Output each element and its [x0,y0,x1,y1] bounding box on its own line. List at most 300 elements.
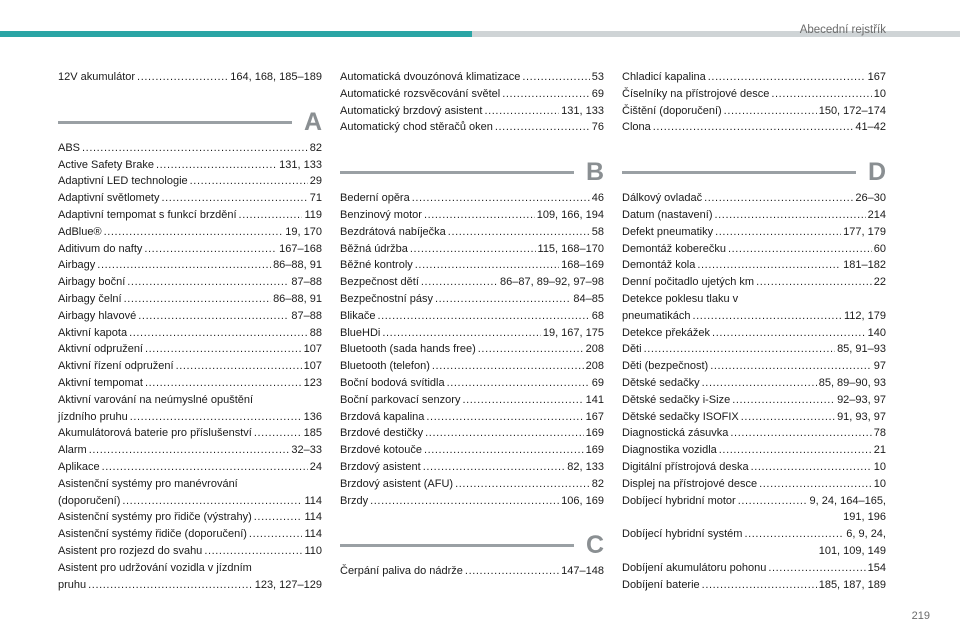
entry-line [340,563,604,580]
index-entry[interactable] [622,224,886,241]
dot-leader [712,325,866,342]
index-entry[interactable] [58,325,322,342]
entry-term: Benzinový motor [340,208,422,221]
entry-line [622,476,886,493]
index-entry[interactable] [340,224,604,241]
dot-leader [156,157,277,174]
dot-leader [254,425,302,442]
entry-term: Adaptivní LED technologie [58,175,188,188]
entry-term: Chladicí kapalina [622,71,706,83]
index-entry[interactable] [58,69,322,86]
index-entry[interactable] [58,241,322,258]
entry-line [58,560,322,577]
entry-term: Automatický brzdový asistent [340,104,483,117]
dot-leader [719,442,872,459]
section-letter: D [867,158,886,187]
entry-page-ref: 32–33 [291,444,322,457]
index-entry[interactable] [622,375,886,392]
index-entry[interactable] [340,425,604,442]
index-entry[interactable] [340,493,604,510]
dot-leader [702,375,817,392]
index-entry[interactable] [58,257,322,274]
entry-term: Brzdový asistent [340,460,421,473]
index-entry[interactable] [622,409,886,426]
index-entry[interactable] [340,291,604,308]
entry-term: Asistenční systémy pro řidiče (výstrahy) [58,511,252,524]
dot-leader [412,190,590,207]
index-entry[interactable] [622,69,886,86]
index-entry[interactable] [58,476,322,510]
dot-leader [522,69,589,86]
index-entry[interactable] [58,543,322,560]
entry-page-ref: 131, 133 [561,104,604,117]
section-letter: A [303,107,322,136]
entry-term: Bezdrátová nabíječka [340,225,446,238]
entry-line [58,274,322,291]
entry-page-ref: 19, 167, 175 [542,326,604,339]
dot-leader [88,577,253,594]
dot-leader [495,119,590,136]
entry-page-ref: 85, 91–93 [837,343,886,356]
entry-line [58,409,322,426]
entry-line [340,493,604,510]
entry-page-ref: 86–88, 91 [273,259,322,272]
entry-term: Aktivní kapota [58,326,128,339]
index-entry[interactable] [622,274,886,291]
entry-line [58,207,322,224]
section-divider [340,171,574,174]
entry-page-ref: 10 [873,477,886,490]
index-entry[interactable] [622,358,886,375]
entry-line [340,103,604,120]
index-entry[interactable] [622,577,886,594]
dot-leader [730,425,871,442]
entry-page-ref: 123 [303,376,322,389]
dot-leader [738,493,808,510]
entry-page-ref: 85, 89–90, 93 [818,376,886,389]
entry-page-ref: 208 [585,360,604,373]
dot-leader [162,190,308,207]
entry-term: Datum (nastavení) [622,208,713,221]
entry-page-ref: 82 [591,477,604,490]
dot-leader [704,190,853,207]
entry-page-ref: 119 [304,208,322,221]
entry-term: Automatický chod stěračů oken [340,121,493,134]
entry-page-ref: 46 [591,192,604,205]
entry-page-ref: 10 [873,87,886,100]
index-entry[interactable] [58,358,322,375]
entry-term: Clona [622,121,651,134]
index-entry[interactable] [58,173,322,190]
entry-line [58,392,322,409]
index-entry[interactable] [340,375,604,392]
index-entry[interactable] [622,341,886,358]
entry-page-ref: 71 [309,192,322,205]
entry-page-ref: 112, 179 [843,309,886,322]
entry-line [622,86,886,103]
index-entry[interactable] [622,325,886,342]
entry-page-ref: 101, 109, 149 [818,544,886,557]
index-entry[interactable] [58,459,322,476]
entry-page-ref: 185, 187, 189 [818,578,886,591]
section-divider [58,121,292,124]
dot-leader [127,274,289,291]
index-entry[interactable] [622,526,886,560]
dot-leader [484,103,559,120]
entry-line [622,190,886,207]
entry-line [58,526,322,543]
entry-line [340,86,604,103]
index-entry[interactable] [58,308,322,325]
index-entry[interactable] [58,560,322,594]
entry-line [340,308,604,325]
entry-term: Diagnostika vozidla [622,444,717,457]
index-entry[interactable] [340,442,604,459]
entry-line [58,577,322,594]
entry-page-ref: 60 [873,242,886,255]
entry-term: Aditivum do nafty [58,242,143,255]
dot-leader [124,291,271,308]
entry-term: Akumulátorová baterie pro příslušenství [58,427,252,440]
entry-line [622,577,886,594]
entry-term: Detekce poklesu tlaku v [622,292,739,305]
entry-line [58,543,322,560]
entry-page-ref: 114 [304,511,322,524]
entry-line [340,224,604,241]
index-entry[interactable] [58,291,322,308]
entry-line [58,173,322,190]
dot-leader [423,459,566,476]
index-entry[interactable] [340,257,604,274]
dot-leader [130,409,302,426]
index-entry[interactable] [340,190,604,207]
entry-term: Active Safety Brake [58,158,154,171]
entry-line [58,358,322,375]
dot-leader [714,207,865,224]
dot-leader [697,257,841,274]
index-entry[interactable] [58,274,322,291]
entry-line [340,257,604,274]
entry-page-ref: 115, 168–170 [537,242,604,255]
index-entry[interactable] [340,207,604,224]
entry-page-ref: 168–169 [561,259,604,272]
entry-term: Bluetooth (telefon) [340,360,430,373]
entry-term: Diagnostická zásuvka [622,427,729,440]
entry-line [622,526,886,543]
entry-line [340,375,604,392]
entry-term: Demontáž kola [622,259,696,272]
entry-line [622,560,886,577]
entry-line [340,341,604,358]
entry-term: Displej na přístrojové desce [622,477,758,490]
index-entry[interactable] [340,119,604,136]
entry-term: pruhu [58,578,87,591]
entry-term: Boční bodová svítidla [340,376,445,389]
entry-term: Asistenční systémy řidiče (doporučení) [58,528,247,541]
entry-line [622,358,886,375]
entry-term: AdBlue® [58,225,102,238]
index-entry[interactable] [340,325,604,342]
entry-term: Bluetooth (sada hands free) [340,343,476,356]
entry-line [58,291,322,308]
entry-page-ref: 92–93, 97 [837,393,886,406]
dot-leader [82,140,308,157]
index-entry[interactable] [622,560,886,577]
entry-line [622,241,886,258]
entry-page-ref: 53 [591,71,604,83]
entry-term: 12V akumulátor [58,71,136,83]
entry-page-ref: 114 [304,528,322,541]
dot-leader [382,325,540,342]
entry-page-ref: 9, 24, 164–165, [809,494,886,507]
entry-term: ABS [58,141,81,154]
entry-page-ref: 109, 166, 194 [536,208,604,221]
entry-page-ref: 181–182 [843,259,886,272]
entry-page-ref: 185 [303,427,322,440]
entry-line [622,69,886,86]
dot-leader [744,526,844,543]
entry-term: Čištění (doporučení) [622,104,722,117]
entry-line [622,325,886,342]
section-letter-header [58,106,322,138]
dot-leader [751,459,872,476]
entry-page-ref: 87–88 [291,276,322,289]
entry-term: Automatická dvouzónová klimatizace [340,71,521,83]
entry-page-ref: 191, 196 [843,511,886,524]
entry-term: Bezpečnost dětí [340,276,419,289]
entry-line [340,409,604,426]
entry-line [622,493,886,510]
entry-term: Bederní opěra [340,192,410,205]
entry-line [622,442,886,459]
entry-term: Dobíjení akumulátoru pohonu [622,561,767,574]
entry-term: Číselníky na přístrojové desce [622,87,770,100]
index-entry[interactable] [622,119,886,136]
entry-term: Dětské sedačky i-Size [622,393,731,406]
entry-term: Dobíjení baterie [622,578,700,591]
entry-term: Aplikace [58,460,100,473]
entry-line [58,69,322,86]
entry-term: BlueHDi [340,326,381,339]
entry-line [340,274,604,291]
dot-leader [728,241,872,258]
index-entry[interactable] [340,392,604,409]
entry-term: Dálkový ovladač [622,192,703,205]
dot-leader [715,224,841,241]
entry-line [340,325,604,342]
entry-page-ref: 69 [591,376,604,389]
index-entry[interactable] [58,392,322,426]
entry-page-ref: 114 [304,494,322,507]
dot-leader [502,86,590,103]
index-entry[interactable] [58,190,322,207]
entry-term: (doporučení) [58,494,121,507]
entry-page-ref: 107 [303,360,322,373]
entry-page-ref: 167 [585,410,604,423]
entry-line [622,274,886,291]
index-entry[interactable] [622,392,886,409]
entry-term: Denní počitadlo ujetých km [622,276,755,289]
index-column-1 [58,69,322,593]
entry-page-ref: 167–168 [279,242,322,255]
dot-leader [122,493,302,510]
entry-term: Airbagy [58,259,96,272]
entry-line [58,493,322,510]
entry-term: Děti [622,343,642,356]
index-entry[interactable] [340,274,604,291]
entry-page-ref: 140 [867,326,886,339]
index-entry[interactable] [58,341,322,358]
entry-page-ref: 177, 179 [843,225,886,238]
entry-page-ref: 22 [873,276,886,289]
index-entry[interactable] [58,375,322,392]
entry-term: Adaptivní světlomety [58,192,160,205]
index-entry[interactable] [622,190,886,207]
entry-term: Asistent pro udržování vozidla v jízdním [58,561,252,574]
index-entry[interactable] [622,493,886,527]
index-entry[interactable] [58,224,322,241]
entry-page-ref: 82, 133 [567,460,604,473]
index-entry[interactable] [622,86,886,103]
entry-page-ref: 86–87, 89–92, 97–98 [500,276,604,289]
entry-line [622,308,886,325]
index-entry[interactable] [58,442,322,459]
dot-leader [421,274,498,291]
entry-line [340,119,604,136]
index-entry[interactable] [622,291,886,325]
entry-line [340,241,604,258]
entry-line [622,409,886,426]
dot-leader [129,325,308,342]
index-entry[interactable] [622,257,886,274]
index-entry[interactable] [58,425,322,442]
index-entry[interactable] [340,476,604,493]
entry-page-ref: 106, 169 [561,494,604,507]
entry-page-ref: 131, 133 [279,158,322,171]
entry-page-ref: 136 [303,410,322,423]
entry-line [58,257,322,274]
entry-term: Dětské sedačky ISOFIX [622,410,739,423]
section-divider [622,171,856,174]
entry-line [58,375,322,392]
entry-line [58,325,322,342]
index-entry[interactable] [340,409,604,426]
dot-leader [137,69,228,86]
index-entry[interactable] [622,425,886,442]
index-entry[interactable] [58,526,322,543]
dot-leader [102,459,308,476]
dot-leader [426,409,583,426]
dot-leader [771,86,871,103]
entry-term: Brzdové kotouče [340,444,422,457]
index-entry[interactable] [340,308,604,325]
entry-term: Aktivní tempomat [58,376,143,389]
dot-leader [370,493,559,510]
index-entry[interactable] [340,241,604,258]
entry-term: Defekt pneumatiky [622,225,714,238]
index-entry[interactable] [58,140,322,157]
entry-term: Boční parkovací senzory [340,393,461,406]
index-entry[interactable] [58,509,322,526]
index-entry[interactable] [622,476,886,493]
entry-line [58,442,322,459]
entry-line [340,190,604,207]
dot-leader [377,308,589,325]
entry-line [340,442,604,459]
entry-page-ref: 6, 9, 24, [846,528,886,541]
entry-line [622,392,886,409]
entry-line [58,224,322,241]
dot-leader [239,207,303,224]
index-entry[interactable] [340,69,604,86]
index-entry[interactable] [340,358,604,375]
section-letter: C [585,531,604,560]
entry-page-ref: 69 [591,87,604,100]
entry-page-ref: 110 [304,544,322,557]
dot-leader [448,224,590,241]
dot-leader [424,442,584,459]
entry-term: Běžné kontroly [340,259,413,272]
entry-term: Dobíjecí hybridní systém [622,528,743,541]
index-entry[interactable] [340,563,604,580]
index-entry[interactable] [622,207,886,224]
section-letter-header [340,529,604,561]
dot-leader [710,358,872,375]
index-column-3 [622,69,886,593]
entry-line [622,103,886,120]
entry-page-ref: 21 [873,444,886,457]
entry-term: Brzdová kapalina [340,410,425,423]
index-entry[interactable] [340,103,604,120]
index-entry[interactable] [622,459,886,476]
dot-leader [144,241,277,258]
index-entry[interactable] [622,241,886,258]
entry-page-ref: 87–88 [291,309,322,322]
index-entry[interactable] [58,157,322,174]
entry-term: pneumatikách [622,309,691,322]
section-divider [340,544,574,547]
index-entry[interactable] [58,207,322,224]
entry-term: Brzdový asistent (AFU) [340,477,454,490]
entry-term: Blikače [340,309,376,322]
entry-line [340,476,604,493]
dot-leader [478,341,584,358]
index-column-2 [340,69,604,580]
index-entry[interactable] [340,341,604,358]
entry-line [58,509,322,526]
dot-leader [97,257,271,274]
index-entry[interactable] [622,103,886,120]
dot-leader [254,509,303,526]
entry-line [58,241,322,258]
entry-page-ref: 214 [867,208,886,221]
dot-leader [425,425,583,442]
entry-page-ref: 26–30 [855,192,886,205]
entry-line [340,425,604,442]
index-entry[interactable] [622,442,886,459]
entry-page-ref: 24 [309,460,322,473]
entry-page-ref: 86–88, 91 [273,292,322,305]
entry-line [622,119,886,136]
index-entry[interactable] [340,86,604,103]
entry-line [58,190,322,207]
entry-term: Bezpečnostní pásy [340,292,433,305]
entry-line [340,291,604,308]
index-entry[interactable] [340,459,604,476]
entry-term: Airbagy boční [58,276,126,289]
entry-term: Airbagy hlavové [58,309,137,322]
entry-page-ref: 41–42 [855,121,886,134]
